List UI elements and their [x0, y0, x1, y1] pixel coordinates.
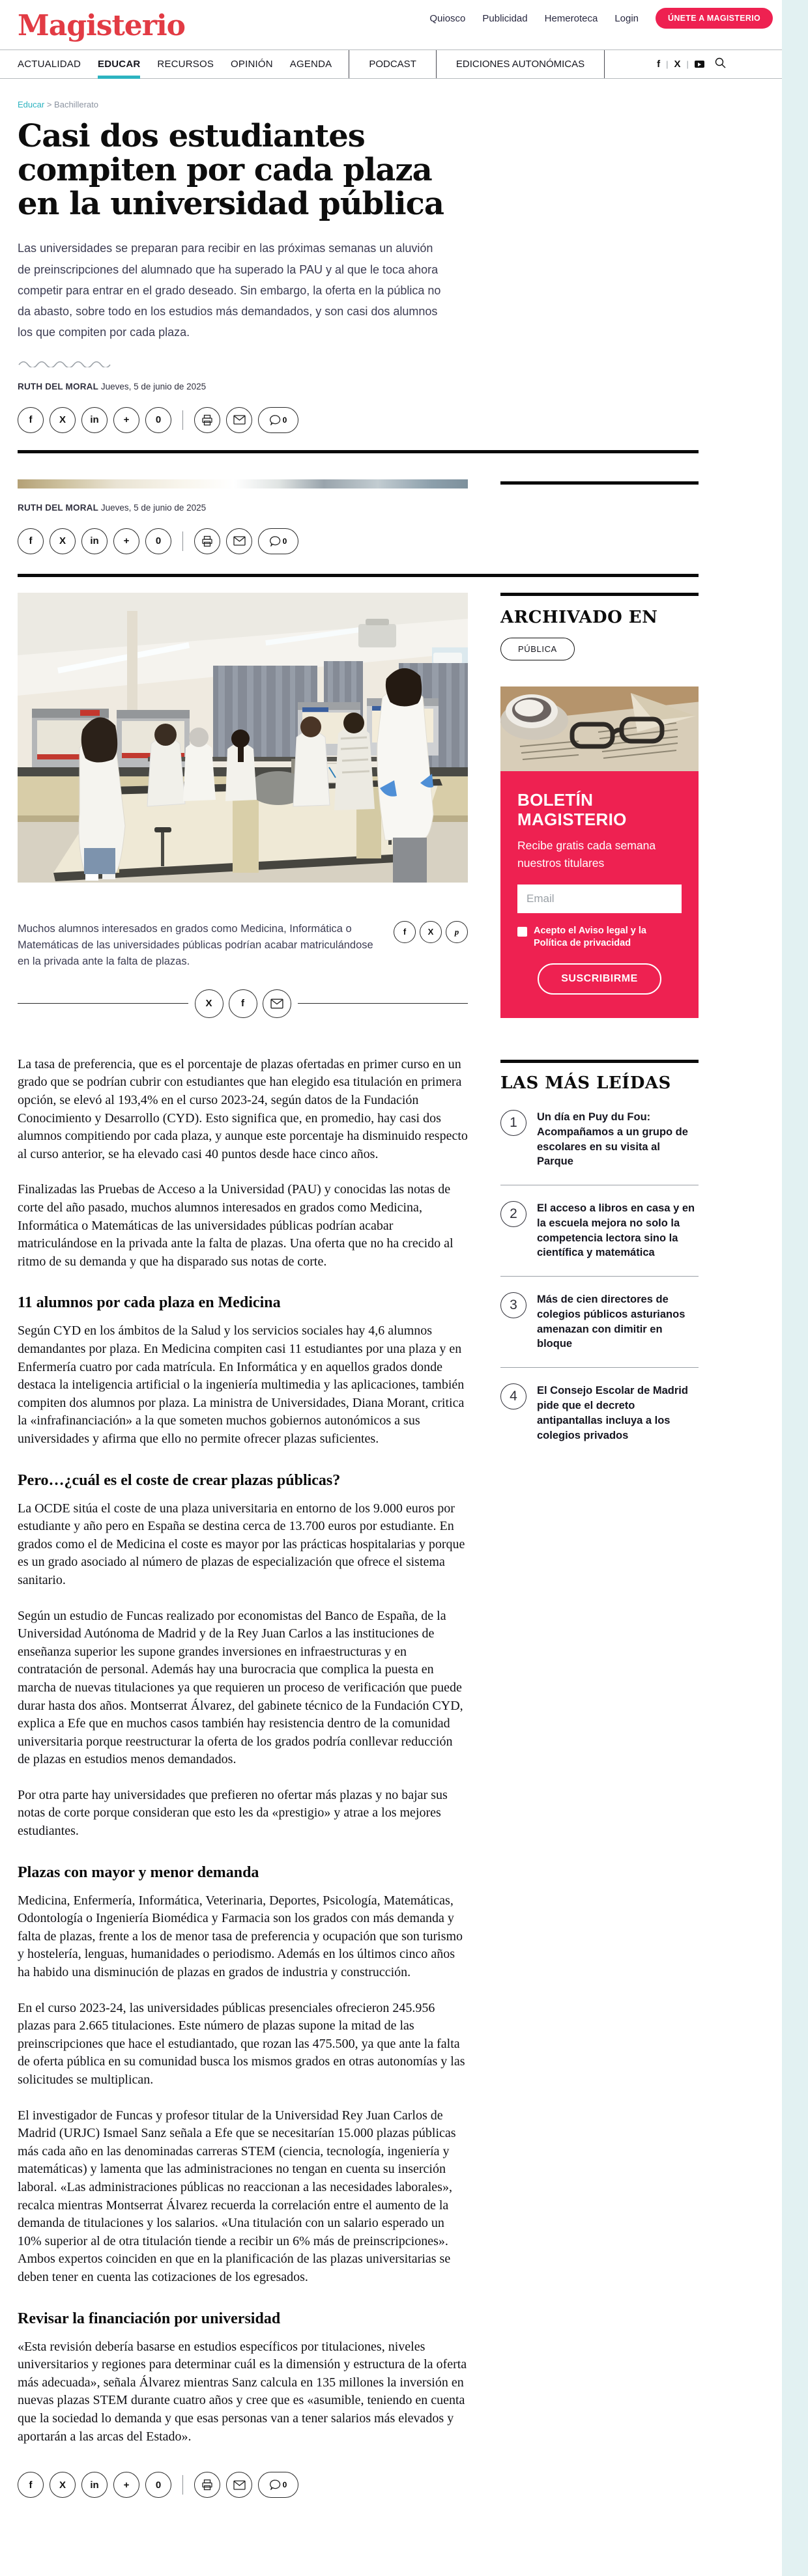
article-standfirst: Las universidades se preparan para recibir en las próximas semanas un aluvión de preinscripciones del alumnado que ha superado la PAU y al que le toca ahora competir para entrar en el grado deseado. Sin embargo, la oferta en la pública no da abasto, sobre todo en los estudios más demandados, y son casi dos alumnos los que compiten por cada plaza. — [18, 242, 441, 339]
youtube-icon[interactable] — [695, 61, 704, 68]
most-read-list — [500, 1110, 699, 1443]
article-paragraph: La tasa de preferencia, que es el porcentaje de plazas ofertadas en primer curso en un grado que se podrían cubrir con estudiantes que han elegido esa titulación en primera opción, se elevó al 193,4% en el curso 2023-24, según datos de la Fundación Conocimiento y Desarrollo (CYD). Esto significa que, en promedio, hay casi dos alumnos compitiendo por cada plaza, y aunque este porcentaje ha disminuido respecto al curso anterior, se ha elevado casi 40 puntos desde hace cinco años. — [18, 1056, 468, 1161]
tab-podcast[interactable]: PODCAST — [369, 59, 416, 70]
breadcrumb-section[interactable]: Educar — [18, 100, 45, 109]
x-icon[interactable]: X — [420, 921, 442, 943]
sidebar — [500, 577, 699, 2498]
article-image-sliver — [18, 479, 468, 488]
toplink-hemeroteca[interactable]: Hemeroteca — [544, 12, 598, 24]
newsletter-card — [500, 686, 699, 1018]
nav-social-icons: f | X | — [631, 50, 753, 78]
share-linkedin-icon[interactable]: in — [81, 407, 108, 433]
nav-item-educar[interactable]: EDUCAR — [98, 50, 140, 78]
share-x-icon[interactable]: X — [50, 528, 76, 554]
columns-b — [18, 577, 699, 2498]
inline-share-divider — [18, 989, 468, 1018]
comments-button[interactable] — [258, 2472, 298, 2498]
share-more-icon[interactable]: + — [113, 528, 139, 554]
email-icon[interactable] — [226, 2472, 252, 2498]
x-icon[interactable]: X — [195, 989, 224, 1018]
share-facebook-icon[interactable]: f — [18, 2472, 44, 2498]
nav-item-agenda[interactable]: AGENDA — [289, 59, 332, 70]
article-image — [18, 593, 468, 883]
nav-item-recursos[interactable]: RECURSOS — [157, 59, 214, 70]
share-more-icon[interactable]: + — [113, 2472, 139, 2498]
newsletter-consent-row — [517, 925, 682, 950]
newsletter-email-input[interactable] — [517, 885, 682, 913]
toplink-publicidad[interactable]: Publicidad — [482, 12, 528, 24]
share-x-icon[interactable]: X — [50, 407, 76, 433]
left-column-a — [18, 453, 468, 554]
share-divider — [182, 2475, 183, 2495]
article-paragraph: La OCDE sitúa el coste de una plaza universitaria en entorno de los 9.000 euros por estudiante y año pero en España se destina cerca de 13.700 euros por estudiante. En grados como el de Medicina el coste es mayor por las prácticas hospitalarias y porque es un grado asociado al número de plazas de especialización que ofrece el sistema sanitario. — [18, 1501, 465, 1587]
sidebar-rule — [500, 593, 699, 596]
consent-checkbox[interactable] — [517, 927, 527, 937]
byline-author[interactable]: RUTH DEL MORAL — [18, 381, 99, 391]
newsletter-subtitle: Recibe gratis cada semana nuestros titulares — [517, 839, 656, 870]
article-subheading: 11 alumnos por cada plaza en Medicina — [18, 1294, 281, 1312]
byline-secondary — [18, 503, 468, 513]
breadcrumb — [18, 100, 782, 109]
share-x-icon[interactable]: X — [50, 2472, 76, 2498]
article-paragraph: Por otra parte hay universidades que prefieren no ofertar más plazas y no bajar sus notas de corte porque consideran que esto les da «prestigio» y atrae a los mejores estudiantes. — [18, 1787, 448, 1839]
tab-ediciones-autonomicas[interactable]: EDICIONES AUTONÓMICAS — [455, 59, 585, 70]
toplink-quiosco[interactable]: Quiosco — [429, 12, 466, 24]
pinterest-icon[interactable]: p — [446, 921, 468, 943]
subscribe-button[interactable]: SUSCRIBIRME — [538, 963, 661, 995]
email-icon[interactable] — [226, 528, 252, 554]
article-paragraph: Según CYD en los ámbitos de la Salud y los servicios sociales hay 4,6 alumnos demandantes por plaza. En Medicina compiten casi 11 estudiantes por una plaza y en Enfermería cuatro por cada matrícula. En Informática y en aquellos grados donde destaca la inteligencia artificial o la ingeniería multimedia y las aplicaciones, también compiten dos alumnos por plaza. La ministra de Universidades, Diana Morant, critica la «infrafinanciación» a la que someten muchos gobiernos autonómicos a sus universidades y afirma que ello no permite ofrecer plazas suficientes. — [18, 1323, 465, 1446]
article-body — [18, 1056, 468, 2446]
share-row-bottom — [18, 2472, 468, 2498]
consent-label: Acepto el Aviso legal y la Política de privacidad — [534, 925, 646, 949]
byline — [18, 382, 782, 391]
columns-a — [18, 453, 699, 554]
caption-share-icons — [394, 921, 468, 970]
breadcrumb-separator: > — [46, 100, 52, 109]
most-read-rank: 3 — [500, 1292, 527, 1318]
share-count-badge: 0 — [145, 2472, 171, 2498]
most-read-rank: 2 — [500, 1201, 527, 1227]
email-icon[interactable] — [263, 989, 291, 1018]
email-icon[interactable] — [226, 407, 252, 433]
most-read-title: LAS MÁS LEÍDAS — [500, 1073, 671, 1094]
most-read-divider — [500, 1276, 699, 1277]
share-more-icon[interactable]: + — [113, 407, 139, 433]
most-read-rank: 4 — [500, 1383, 527, 1409]
site-logo[interactable]: Magisterio — [18, 9, 186, 42]
nav-primary-group — [0, 50, 349, 78]
share-count-badge: 0 — [145, 407, 171, 433]
search-icon[interactable] — [714, 57, 727, 72]
main-nav — [0, 50, 782, 79]
comment-bubble-icon — [270, 2480, 281, 2490]
most-read-headline[interactable]: El acceso a libros en casa y en la escuela mejora no solo la competencia lectora sino la científica y matemática — [537, 1202, 695, 1259]
sidebar-rule — [500, 1060, 699, 1063]
article-column — [18, 577, 468, 2498]
article-subheading: Plazas con mayor y menor demanda — [18, 1863, 259, 1881]
most-read-item[interactable] — [500, 1383, 699, 1443]
comments-button[interactable] — [258, 407, 298, 433]
article-paragraph: «Esta revisión debería basarse en estudios específicos por titulaciones, niveles universitarios y regiones para determinar cuál es la dimensión y estructura de la oferta más adecuada», señala Álvarez mientras Sanz calcula en 135 millones la inversión en nuevas plazas STEM durante cuatro años y cree que es «asumible, teniendo en cuenta que la sociedad lo demanda y que esas personas van a tener salarios más elevados y aportarán a las arcas del Estado». — [18, 2339, 467, 2444]
facebook-icon[interactable]: f — [657, 59, 661, 70]
most-read-item[interactable] — [500, 1201, 699, 1260]
article-paragraph: Medicina, Enfermería, Informática, Veterinaria, Deportes, Psicología, Matemáticas, Odontología o Ingeniería Biomédica y Farmacia son los grados con más demanda y falta de plazas, frente a los de menor tasa de preferencia y ocupación que son turismo y hostelería, lenguas, humanidades o periodismo. Además en los últimos cinco años ha habido una disminución de plazas en grados de industria y construcción. — [18, 1893, 463, 1980]
share-facebook-icon[interactable]: f — [18, 528, 44, 554]
toplink-login[interactable]: Login — [614, 12, 639, 24]
newsletter-title: BOLETÍN MAGISTERIO — [517, 789, 627, 829]
newsletter-body — [500, 771, 699, 1018]
share-linkedin-icon[interactable]: in — [81, 528, 108, 554]
nav-item-opinión[interactable]: OPINIÓN — [231, 59, 273, 70]
article-paragraph: Según un estudio de Funcas realizado por economistas del Banco de España, de la Universidad Autónoma de Madrid y de la Rey Juan Carlos a las instituciones de enseñanza superior les supone grandes inversiones en infraestructuras y en contratación de personal. Además hay una burocracia que complica la puesta en marcha de nuevas titulaciones ya que requieren un proceso de verificación que puede durar hasta dos años. Montserrat Álvarez, del gabinete técnico de la Fundación CYD, explica a Efe que en muchos casos también hay resistencia dentro de la comunidad universitaria porque reestructurar la oferta de los grados podría conllevar reducción de plazas en estudios menos demandados. — [18, 1608, 463, 1767]
print-icon[interactable] — [194, 2472, 220, 2498]
byline-author[interactable]: RUTH DEL MORAL — [18, 502, 99, 513]
article-paragraph: Finalizadas las Pruebas de Acceso a la Universidad (PAU) y conocidas las notas de corte del año pasado, muchos alumnos interesados en grados como Medicina, Informática o Matemáticas de las universidades públicas podrían acabar matriculándose en la privada ante la falta de plazas. Una oferta que no ha crecido al ritmo de su demanda y que ha disparado sus notas de corte. — [18, 1182, 454, 1269]
share-divider — [182, 410, 183, 430]
most-read-divider — [500, 1367, 699, 1368]
print-icon[interactable] — [194, 407, 220, 433]
share-row-secondary — [18, 528, 468, 554]
squiggle-divider — [18, 360, 117, 367]
image-caption: Muchos alumnos interesados en grados como Medicina, Informática o Matemáticas de las universidades públicas podrían acabar matriculándose en la privada ante la falta de plazas. — [18, 922, 373, 967]
facebook-icon[interactable]: f — [229, 989, 257, 1018]
nav-item-actualidad[interactable]: ACTUALIDAD — [18, 59, 81, 70]
comments-button[interactable] — [258, 528, 298, 554]
comment-bubble-icon — [270, 536, 281, 546]
most-read-headline[interactable]: Más de cien directores de colegios públicos asturianos amenazan con dimitir en bloque — [537, 1294, 685, 1350]
article-figure — [18, 593, 468, 970]
x-icon[interactable]: X — [674, 59, 681, 70]
facebook-icon[interactable]: f — [394, 921, 416, 943]
article-subheading: Pero…¿cuál es el coste de crear plazas públicas? — [18, 1471, 341, 1489]
archived-in-title: ARCHIVADO EN — [500, 607, 658, 627]
breadcrumb-current[interactable]: Bachillerato — [54, 100, 98, 109]
most-read-headline[interactable]: El Consejo Escolar de Madrid pide que el decreto antipantallas incluya a los colegios privados — [537, 1385, 688, 1441]
print-icon[interactable] — [194, 528, 220, 554]
newsletter-photo — [500, 686, 699, 771]
most-read-headline[interactable]: Un día en Puy du Fou: Acompañamos a un grupo de escolares en su visita al Parque — [537, 1111, 688, 1168]
tag-publica[interactable]: PÚBLICA — [500, 638, 575, 660]
comments-count: 0 — [282, 2480, 287, 2490]
nav-divider — [604, 50, 605, 78]
most-read-rank: 1 — [500, 1110, 527, 1136]
most-read-item[interactable] — [500, 1292, 699, 1352]
right-column-a — [500, 453, 699, 554]
page-title: Casi dos estudiantes compiten por cada plaza en la universidad pública — [18, 118, 444, 222]
comments-count: 0 — [282, 415, 287, 425]
share-linkedin-icon[interactable]: in — [81, 2472, 108, 2498]
caption-row — [18, 921, 468, 970]
sidebar-rule — [500, 481, 699, 485]
site-header — [0, 0, 782, 79]
join-button[interactable]: ÚNETE A MAGISTERIO — [656, 8, 773, 29]
share-divider — [182, 531, 183, 551]
share-row-top — [18, 407, 782, 433]
article-subheading: Revisar la financiación por universidad — [18, 2310, 281, 2327]
byline-date: Jueves, 5 de junio de 2025 — [100, 502, 207, 513]
comments-count: 0 — [282, 536, 287, 546]
byline-date: Jueves, 5 de junio de 2025 — [100, 381, 207, 391]
article-paragraph: El investigador de Funcas y profesor titular de la Universidad Rey Juan Carlos de Madrid (URJC) Ismael Sanz señala a Efe que se necesitarían 15.000 plazas públicas más cada año en las denominadas carreras STEM (ciencia, tecnología, ingeniería y matemáticas) y lamenta que las administraciones no tengan en cuenta su inserción laboral. «Las administraciones públicas no reaccionan a las necesidades laborales», recalca mientras Montserrat Álvarez recuerda la correlación entre el aumento de la demanda de titulaciones y los salarios. «Una titulación con un salario esperado un 10% superior al de otra titulación tiende a recibir un 6% más de preinscripciones». Ambos expertos coinciden en que en la planificación de las plazas universitarias se deben tener en cuenta las cotizaciones de los egresados. — [18, 2108, 456, 2284]
share-count-badge: 0 — [145, 528, 171, 554]
article-paragraph: En el curso 2023-24, las universidades públicas presenciales ofrecieron 245.956 plazas para 2.665 titulaciones. Este número de plazas supone la mitad de las preinscripciones que hace el estudiantado, que rozan las 475.500, ya que ante la falta de oferta pública en su comunidad busca los mismos grados en otras autonomías y las solicitudes se multiplican. — [18, 2000, 465, 2087]
share-facebook-icon[interactable]: f — [18, 407, 44, 433]
comment-bubble-icon — [270, 415, 281, 425]
most-read-item[interactable] — [500, 1110, 699, 1169]
